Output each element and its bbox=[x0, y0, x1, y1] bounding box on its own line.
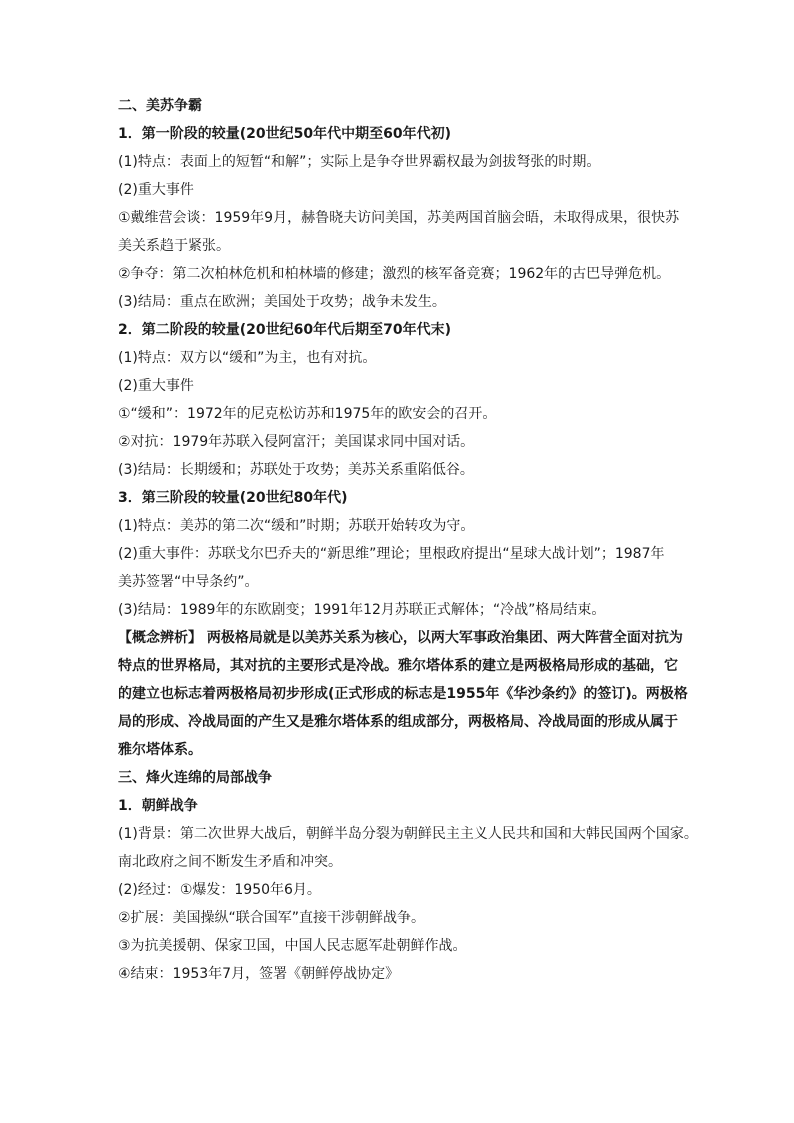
stage-3-result: (3)结局：1989年的东欧剧变；1991年12月苏联正式解体；“冷战”格局结束。 bbox=[118, 602, 606, 618]
korean-war-expansion: ②扩展：美国操纵“联合国军”直接干涉朝鲜战争。 bbox=[118, 910, 426, 926]
stage-3-events-line1: (2)重大事件：苏联戈尔巴乔夫的“新思维”理论；里根政府提出“星球大战计划”；1987年 bbox=[118, 546, 665, 562]
stage-2-feature: (1)特点：双方以“缓和”为主，也有对抗。 bbox=[118, 350, 377, 366]
stage-2-event-confrontation: ②对抗：1979年苏联入侵阿富汗；美国谋求同中国对话。 bbox=[118, 434, 475, 450]
concept-tag: 【概念辨析】 bbox=[118, 630, 202, 646]
korean-war-background-line2: 南北政府之间不断发生矛盾和冲突。 bbox=[118, 854, 342, 870]
korean-war-title: 1．朝鲜战争 bbox=[118, 798, 198, 814]
korean-war-background-line1: (1)背景：第二次世界大战后，朝鲜半岛分裂为朝鲜民主主义人民共和国和大韩民国两个国家。 bbox=[118, 826, 698, 842]
stage-1-events-title: (2)重大事件 bbox=[118, 182, 194, 198]
korean-war-volunteers: ③为抗美援朝、保家卫国，中国人民志愿军赴朝鲜作战。 bbox=[118, 938, 467, 954]
stage-1-feature: (1)特点：表面上的短暂“和解”；实际上是争夺世界霸权最为剑拔弩张的时期。 bbox=[118, 154, 601, 170]
korean-war-end: ④结束：1953年7月，签署《朝鲜停战协定》 bbox=[118, 966, 400, 982]
concept-line-3: 的建立也标志着两极格局初步形成(正式形成的标志是1955年《华沙条约》的签订)。两极格 bbox=[118, 686, 688, 702]
stage-1-event-camp-david-line1: ①戴维营会谈：1959年9月，赫鲁晓夫访问美国，苏美两国首脑会晤，未取得成果，很快苏 bbox=[118, 210, 680, 226]
concept-line-2: 特点的世界格局，其对抗的主要形式是冷战。雅尔塔体系的建立是两极格局形成的基础，它 bbox=[118, 658, 678, 674]
stage-2-event-detente: ①“缓和”：1972年的尼克松访苏和1975年的欧安会的召开。 bbox=[118, 406, 497, 422]
concept-line-5: 雅尔塔体系。 bbox=[118, 742, 202, 758]
stage-3-events-line2: 美苏签署“中导条约”。 bbox=[118, 574, 259, 590]
stage-3-feature: (1)特点：美苏的第二次“缓和”时期；苏联开始转攻为守。 bbox=[118, 518, 475, 534]
document-body bbox=[118, 92, 698, 988]
stage-2-result: (3)结局：长期缓和；苏联处于攻势；美苏关系重陷低谷。 bbox=[118, 462, 474, 478]
stage-2-events-title: (2)重大事件 bbox=[118, 378, 194, 394]
stage-1-title: 1．第一阶段的较量(20世纪50年代中期至60年代初) bbox=[118, 126, 451, 142]
stage-3-title: 3．第三阶段的较量(20世纪80年代) bbox=[118, 490, 348, 506]
stage-1-event-contest: ②争夺：第二次柏林危机和柏林墙的修建；激烈的核军备竞赛；1962年的古巴导弹危机。 bbox=[118, 266, 671, 282]
stage-1-result: (3)结局：重点在欧洲；美国处于攻势；战争未发生。 bbox=[118, 294, 446, 310]
korean-war-process: (2)经过：①爆发：1950年6月。 bbox=[118, 882, 321, 898]
section-heading-rivalry: 二、美苏争霸 bbox=[118, 98, 202, 114]
stage-1-event-camp-david-line2: 美关系趋于紧张。 bbox=[118, 238, 230, 254]
stage-2-title: 2．第二阶段的较量(20世纪60年代后期至70年代末) bbox=[118, 322, 451, 338]
concept-line-4: 局的形成、冷战局面的产生又是雅尔塔体系的组成部分，两极格局、冷战局面的形成从属于 bbox=[118, 714, 678, 730]
section-heading-local-wars: 三、烽火连绵的局部战争 bbox=[118, 770, 272, 786]
concept-text-1: 两极格局就是以美苏关系为核心，以两大军事政治集团、两大阵营全面对抗为 bbox=[206, 630, 683, 646]
concept-line-1 bbox=[118, 624, 686, 652]
